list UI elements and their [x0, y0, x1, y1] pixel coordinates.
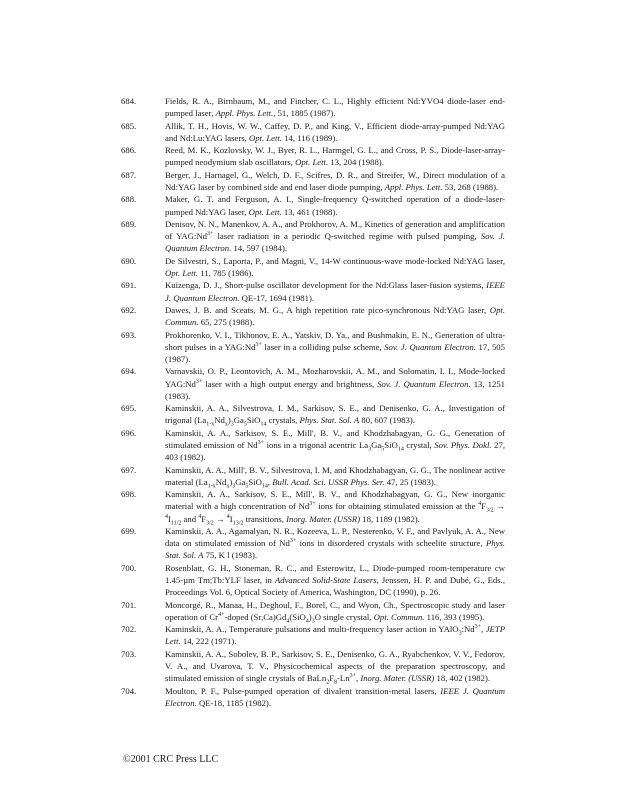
- reference-number: 703.: [121, 648, 137, 659]
- reference-text-segment: →: [493, 501, 505, 512]
- reference-text-segment: Fields, R. A., Birnbaum, M., and Fincher, C. L., Highly efficient Nd:YVO4 diode-laser end-pumped laser,: [165, 96, 505, 119]
- reference-number: 692.: [121, 304, 137, 315]
- reference-number: 695.: [121, 403, 137, 414]
- reference-number: 690.: [121, 255, 137, 266]
- reference-number: 687.: [121, 169, 137, 180]
- reference-text-segment: QE-18, 1185 (1982).: [196, 697, 271, 708]
- reference-text-segment: Opt. Lett.: [165, 267, 199, 278]
- reference-entry: [121, 623, 505, 647]
- reference-text: [165, 366, 505, 400]
- reference-number: 686.: [121, 145, 137, 156]
- reference-text-segment: Sov. J. Quantum Electron.: [384, 341, 476, 352]
- reference-entry: [121, 427, 505, 464]
- reference-number: 698.: [121, 489, 137, 500]
- reference-text-segment: Prokhorenko, V. I., Tikhonov, E. A., Yatskiv, D. Ya., and Bushmakin, E. N., Generation of ultra-short pulses in a YAG:Nd: [165, 329, 505, 352]
- reference-text-segment: 4: [305, 618, 309, 625]
- reference-number: 702.: [121, 624, 137, 635]
- reference-entry: [121, 402, 505, 429]
- reference-text-segment: I: [229, 513, 233, 524]
- reference-entry: [121, 255, 505, 279]
- reference-text-segment: Appl. Phys. Lett.: [384, 181, 443, 192]
- reference-text-segment: Ga: [233, 415, 244, 426]
- reference-text-segment: Berger, J., Harnagel, G., Welch, D. F., Scifres, D. R., and Streifer, W., Direct modulation of a Nd:YAG laser by combined side and end laser diode pumping,: [165, 169, 505, 192]
- reference-text-segment: JETP Lett.: [165, 624, 506, 647]
- reference-text-segment: 18, 1189 (1982).: [360, 513, 420, 524]
- reference-text: [165, 121, 505, 143]
- reference-text-segment: Kaminskii, A. A., Sobolev, B. P., Sarkisov, S. E., Denisenko, G. A., Ryabchenkov, V. V., Fedorov, V. A., and Uvarova, T. V., Physicochemical aspects of the preparation spectroscopy, and stimulated emission of single crystals of BaLn: [165, 648, 505, 684]
- reference-entry: [121, 525, 505, 562]
- reference-text-segment: Nd: [215, 476, 227, 487]
- reference-text-segment: SiO: [246, 415, 261, 426]
- reference-text-segment: 14, 597 (1984).: [231, 243, 288, 254]
- reference-text-segment: 13/2: [232, 520, 244, 527]
- reference-text-segment: 18, 402 (1982).: [434, 673, 491, 684]
- reference-text-segment: Sov. J. Quantum Electron.: [165, 231, 505, 254]
- reference-text-segment: 3+: [257, 440, 265, 447]
- reference-text-segment: 3: [458, 630, 462, 637]
- reference-number: 689.: [121, 218, 137, 229]
- reference-text-segment: ions for obtaining stimulated emission at the: [315, 501, 479, 512]
- reference-entry: [121, 365, 505, 402]
- reference-text-segment: 3+: [206, 231, 214, 238]
- reference-text-segment: SiO: [248, 476, 262, 487]
- reference-text-segment: transitions,: [243, 513, 287, 524]
- reference-text-segment: Sov. J. Quantum Electron.: [377, 378, 471, 389]
- reference-text-segment: Advanced Solid-State Lasers: [274, 574, 377, 585]
- reference-text-segment: 11, 785 (1986).: [198, 267, 254, 278]
- reference-entry: [121, 562, 505, 599]
- reference-text-segment: 4: [165, 513, 168, 520]
- reference-entry: [121, 685, 505, 709]
- reference-entry: [121, 144, 505, 168]
- reference-text-segment: 53, 268 (1988).: [442, 181, 499, 192]
- reference-text-segment: 8: [334, 679, 338, 686]
- reference-text-segment: Kaminskii, A. A., Mill', B. V., Silvestrova, I. M, and Khodzhabagyan, G. G., The nonlinear active material (La: [165, 464, 505, 487]
- reference-text-segment: Phys. Stat. Sol. A: [299, 415, 360, 426]
- reference-entry: [121, 193, 505, 217]
- reference-text-segment: 1-x: [207, 483, 216, 490]
- reference-text-segment: 5: [245, 483, 249, 490]
- reference-text: [165, 403, 505, 429]
- reference-text-segment: Moulton, P. F., Pulse-pumped operation of divalent transition-metal lasers,: [165, 685, 441, 696]
- reference-text-segment: Opt. Lett.: [248, 206, 282, 217]
- reference-number: 704.: [121, 685, 137, 696]
- reference-text-segment: 1-x: [206, 422, 215, 429]
- reference-text: [165, 330, 505, 364]
- reference-text-segment: Appl. Phys. Lett.: [215, 108, 274, 119]
- reference-text: [165, 219, 505, 253]
- reference-text-segment: ): [227, 415, 231, 426]
- reference-text-segment: 13, 1251 (1983).: [165, 378, 506, 401]
- reference-text-segment: Kaminskii, A. A., Sarkisov, S. E., Mill', B. V., and Khodzhabagyan, G. G., Generation of stimulated emission of Nd: [165, 427, 505, 450]
- reference-text-segment: QE-17, 1694 (1981).: [239, 292, 315, 303]
- reference-text: [165, 686, 505, 708]
- reference-text-segment: I: [168, 513, 171, 524]
- reference-text-segment: Opt. Lett.: [248, 132, 283, 143]
- reference-text-segment: 14, 116 (1989).: [282, 132, 338, 143]
- reference-list: [121, 95, 505, 709]
- reference-text: [165, 464, 505, 490]
- reference-text: [165, 280, 505, 302]
- reference-text-segment: x: [224, 422, 228, 429]
- reference-entry: [121, 279, 505, 303]
- reference-text-segment: 80, 607 (1983).: [359, 415, 415, 426]
- reference-text-segment: Kaminskii, A. A., Sarkisov, S. E., Mill', B. V., and Khodzhabagyan, G. G., New inorganic material with a high concentration of Nd: [165, 489, 505, 512]
- reference-text: [165, 96, 505, 118]
- reference-text-segment: laser in a colliding pulse scheme,: [261, 341, 385, 352]
- reference-text-segment: 4: [478, 501, 482, 508]
- reference-text-segment: ,: [355, 673, 361, 684]
- reference-text-segment: 65, 275 (1988).: [198, 317, 255, 328]
- reference-number: 693.: [121, 329, 137, 340]
- reference-text-segment: 27, 403 (1982).: [165, 439, 505, 463]
- reference-number: 691.: [121, 280, 137, 291]
- reference-text-segment: Rosenblatt, G. H., Stoneman, R. C., and Esterowitz, L., Diode-pumped room-temperature cw 1.45-µm Tm;Tb:YLF laser, in: [165, 562, 505, 585]
- reference-text-segment: SiO: [384, 439, 398, 450]
- reference-text-segment: 47, 25 (1983).: [384, 476, 436, 487]
- reference-text: [165, 648, 505, 686]
- reference-text-segment: 3+: [289, 538, 297, 545]
- reference-text-segment: Kuizenga, D. J., Short-pulse oscillator development for the Nd:Glass laser-fusion systems,: [165, 280, 487, 291]
- reference-number: 684.: [121, 96, 137, 106]
- reference-text-segment: laser with a high output energy and brightness,: [202, 378, 378, 389]
- reference-text-segment: IEEE J. Quantum Electron.: [165, 685, 505, 708]
- reference-entry: [121, 464, 505, 488]
- reference-text-segment: 4+: [218, 611, 225, 618]
- reference-entry: [121, 218, 505, 255]
- reference-entry: [121, 304, 505, 328]
- reference-text-segment: Phys. Stat. Sol. A: [165, 538, 505, 561]
- reference-text-segment: Inorg. Mater. (USSR): [286, 513, 361, 524]
- reference-text-segment: Maker, G. T. and Ferguson, A. I., Single-frequency Q-switched operation of a diode-laser-pumped Nd:YAG laser,: [165, 194, 505, 217]
- reference-text-segment: ,: [267, 476, 273, 487]
- reference-text-segment: 14, 222 (1971).: [180, 636, 237, 647]
- reference-number: 697.: [121, 464, 137, 475]
- reference-text-segment: F: [481, 501, 486, 512]
- reference-entry: [121, 120, 505, 144]
- reference-text-segment: and: [181, 513, 199, 524]
- reference-text-segment: ,: [480, 624, 486, 635]
- reference-text-segment: x: [226, 483, 230, 490]
- reference-text-segment: 14: [261, 483, 268, 490]
- reference-text: [165, 256, 505, 278]
- reference-text-segment: 17, 505 (1987).: [165, 341, 505, 364]
- reference-text-segment: 13, 461 (1988).: [281, 206, 338, 217]
- reference-text-segment: 3: [232, 483, 236, 490]
- reference-text-segment: 3/2: [206, 520, 214, 527]
- reference-text-segment: Allik, T. H., Hovis, W. W., Caffey, D. P., and King, V., Efficient diode-array-pumped Nd:YAG and Nd:Lu:YAG lasers,: [165, 120, 505, 143]
- reference-number: 688.: [121, 194, 137, 205]
- reference-entry: [121, 599, 505, 623]
- reference-text-segment: F: [329, 673, 335, 684]
- reference-text-segment: 3: [311, 618, 315, 625]
- reference-text-segment: Kaminskii, A. A., Agamalyan, N. R., Kozeeva, L. P., Nesterenko, V. F., and Pavlyuk, A. A., New data on stimulated emission of Nd: [165, 525, 505, 549]
- reference-text-segment: laser radiation in a periodic Q-switched regime with pulsed pumping,: [213, 231, 481, 242]
- reference-number: 696.: [121, 427, 137, 438]
- reference-text-segment: Sov. Phys. Dokl.: [434, 439, 492, 450]
- reference-text-segment: 2: [326, 679, 330, 686]
- reference-text-segment: De Silvestri, S., Laporta, P., and Magni, V., 14-W continuous-wave mode-locked Nd:YAG laser,: [165, 255, 505, 266]
- reference-text-segment: :Nd: [461, 624, 475, 635]
- reference-text-segment: Kaminskii, A. A., Temperature pulsations and multi-frequency laser action in YAlO: [165, 624, 459, 635]
- reference-number: 699.: [121, 525, 137, 536]
- reference-text-segment: 3+: [474, 624, 481, 631]
- reference-text-segment: 3+: [309, 501, 316, 508]
- reference-number: 694.: [121, 366, 137, 377]
- reference-text-segment: Ga: [235, 476, 246, 487]
- reference-text-segment: 3/2: [485, 508, 494, 515]
- reference-text-segment: crystals,: [266, 415, 300, 426]
- reference-text-segment: 4: [286, 618, 290, 625]
- reference-text-segment: Dawes, J. B. and Sceats, M. G., A high repetition rate pico-synchronous Nd:YAG laser,: [165, 304, 490, 315]
- reference-text-segment: 14: [397, 446, 404, 453]
- reference-text-segment: Ga: [371, 439, 382, 450]
- reference-text-segment: Reed, M. K., Kozlovsky, W. J., Byer, R. L., Harmgel, G. L., and Cross, P. S., Diode-laser-array-pumped neodymium slab oscillators,: [165, 145, 505, 168]
- reference-text-segment: Varnavskii, O. P., Leontovich, A. M., Mozharovskii, A. M., and Solomatin, I. I., Mode-locked YAG:Nd: [165, 366, 505, 389]
- reference-number: 700.: [121, 562, 137, 573]
- reference-text-segment: 3: [368, 446, 372, 453]
- reference-text-segment: Denisov, N. N., Manenkov, A. A., and Prokhorov, A. M., Kinetics of generation and amplification of YAG:Nd: [165, 218, 505, 242]
- reference-text: [165, 194, 505, 216]
- reference-text-segment: Bull. Acad. Sci. USSR Phys. Ser.: [272, 476, 385, 487]
- reference-text-segment: F: [201, 513, 207, 524]
- reference-text-segment: Opt. Commun.: [165, 304, 505, 328]
- copyright-footer: ©2001 CRC Press LLC: [123, 754, 219, 765]
- reference-text: [165, 526, 505, 560]
- reference-text-segment: 5: [243, 422, 247, 429]
- reference-text-segment: 3+: [255, 341, 262, 348]
- reference-entry: [121, 329, 505, 366]
- reference-text-segment: 4: [226, 513, 230, 520]
- reference-text-segment: IEEE J. Quantum Electron.: [165, 280, 505, 303]
- reference-text-segment: Opt. Lett.: [295, 157, 329, 168]
- reference-text-segment: O single crystal,: [314, 611, 374, 622]
- reference-text-segment: Opt. Commun.: [373, 611, 425, 622]
- reference-text: [165, 428, 505, 462]
- reference-text-segment: 14: [260, 422, 267, 429]
- reference-text-segment: 3+: [349, 673, 356, 680]
- reference-text: [165, 145, 505, 167]
- reference-text: [165, 563, 505, 597]
- reference-text-segment: Moncorgé, R., Manaa, H., Deghoul, F., Borel, C., and Wyon, Ch., Spectroscopic study and laser operation of Cr: [165, 599, 505, 622]
- reference-text-segment: ): [308, 611, 312, 622]
- reference-text-segment: -Ln: [337, 673, 350, 684]
- reference-text-segment: Kaminskii, A. A., Silvestrova, I. M., Sarkisov, S. E., and Denisenko, G. A., Investigation of trigonal (La: [165, 403, 505, 426]
- reference-text-segment: -doped (Sr,Ca)Gd: [224, 611, 287, 622]
- reference-text-segment: crystal,: [403, 439, 435, 450]
- reference-number: 685.: [121, 120, 137, 131]
- reference-text: [165, 624, 505, 646]
- reference-text-segment: 116, 393 (1995).: [424, 611, 485, 622]
- reference-entry: [121, 648, 505, 685]
- reference-text-segment: 3: [230, 422, 234, 429]
- reference-text-segment: 5: [381, 446, 385, 453]
- reference-text: [165, 489, 505, 527]
- reference-text-segment: Nd: [214, 415, 225, 426]
- reference-text: [165, 305, 505, 327]
- reference-text-segment: →: [213, 513, 227, 524]
- reference-text-segment: (SiO: [289, 611, 306, 622]
- reference-text-segment: 75, K l (1983).: [203, 550, 258, 561]
- reference-text-segment: ions in disordered crystals with scheelite structure,: [296, 538, 486, 549]
- reference-text-segment: 11/2: [170, 520, 182, 527]
- reference-number: 701.: [121, 599, 137, 610]
- reference-text-segment: 13, 204 (1988).: [328, 157, 384, 168]
- reference-text: [165, 170, 505, 192]
- reference-entry: [121, 95, 505, 119]
- reference-text-segment: , Jenssen, H. P. and Dubé, G., Eds., Proceedings Vol. 6, Optical Society of America, Washington, DC (1990), p. 26.: [165, 574, 505, 598]
- reference-text-segment: 4: [198, 513, 202, 520]
- reference-text-segment: ions in a trigonal acentric La: [264, 439, 369, 450]
- reference-text-segment: , 51, 1885 (1987).: [273, 108, 336, 119]
- reference-text-segment: Inorg. Mater. (USSR): [360, 673, 435, 684]
- reference-text-segment: 3+: [195, 378, 203, 385]
- reference-entry: [121, 169, 505, 193]
- reference-entry: [121, 488, 505, 525]
- reference-text: [165, 599, 505, 625]
- reference-text-segment: ): [229, 476, 233, 487]
